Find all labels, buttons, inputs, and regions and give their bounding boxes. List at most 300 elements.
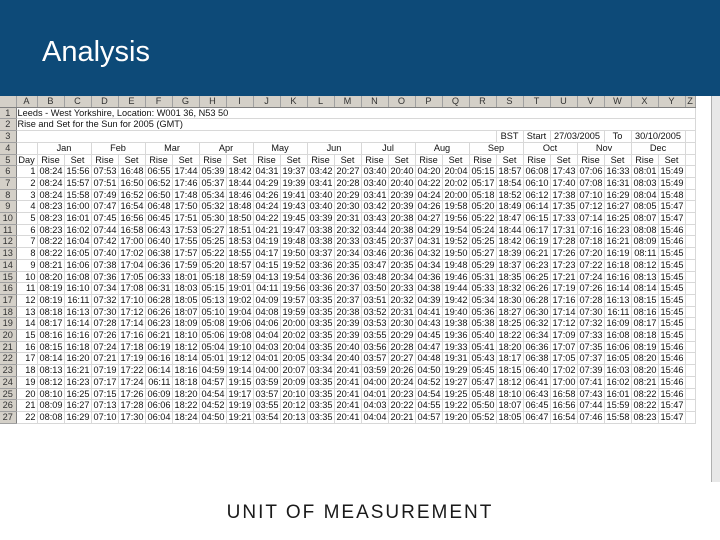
set-header[interactable]: Set (496, 154, 523, 166)
time-cell[interactable]: 04:08 (253, 306, 280, 318)
time-cell[interactable]: 07:30 (577, 306, 604, 318)
time-cell[interactable]: 17:09 (550, 330, 577, 342)
time-cell[interactable]: 06:38 (145, 248, 172, 260)
day-cell[interactable]: 20 (16, 388, 37, 400)
row-header-2[interactable]: 2 (0, 119, 16, 131)
time-cell[interactable]: 19:45 (280, 213, 307, 225)
time-cell[interactable]: 06:15 (523, 213, 550, 225)
column-header-f[interactable]: F (145, 96, 172, 107)
time-cell[interactable]: 18:42 (226, 166, 253, 178)
day-cell[interactable]: 3 (16, 189, 37, 201)
column-header-w[interactable]: W (604, 96, 631, 107)
time-cell[interactable]: 18:24 (172, 411, 199, 423)
time-cell[interactable]: 03:51 (361, 294, 388, 306)
time-cell[interactable]: 06:55 (145, 166, 172, 178)
time-cell[interactable]: 07:46 (577, 411, 604, 423)
time-cell[interactable]: 06:16 (145, 353, 172, 365)
time-cell[interactable]: 04:03 (361, 400, 388, 412)
time-cell[interactable]: 04:57 (199, 376, 226, 388)
time-cell[interactable]: 17:05 (550, 353, 577, 365)
rise-header[interactable]: Rise (91, 154, 118, 166)
time-cell[interactable]: 03:48 (361, 271, 388, 283)
time-cell[interactable]: 20:40 (388, 166, 415, 178)
time-cell[interactable]: 05:22 (469, 213, 496, 225)
time-cell[interactable]: 06:28 (523, 294, 550, 306)
time-cell[interactable]: 18:07 (172, 306, 199, 318)
time-cell[interactable]: 20:32 (334, 224, 361, 236)
row-header[interactable]: 16 (0, 283, 16, 295)
time-cell[interactable]: 19:44 (442, 283, 469, 295)
time-cell[interactable]: 03:40 (361, 166, 388, 178)
time-cell[interactable]: 06:08 (523, 166, 550, 178)
row-header[interactable]: 13 (0, 248, 16, 260)
time-cell[interactable]: 08:15 (37, 341, 64, 353)
column-header-t[interactable]: T (523, 96, 550, 107)
month-header[interactable]: Nov (577, 142, 631, 154)
row-header[interactable]: 9 (0, 201, 16, 213)
time-cell[interactable]: 17:14 (550, 306, 577, 318)
time-cell[interactable]: 17:04 (118, 259, 145, 271)
row-header[interactable]: 21 (0, 341, 16, 353)
time-cell[interactable]: 05:37 (199, 177, 226, 189)
time-cell[interactable]: 17:23 (550, 259, 577, 271)
time-cell[interactable]: 04:20 (415, 166, 442, 178)
time-cell[interactable]: 03:41 (307, 177, 334, 189)
time-cell[interactable]: 08:14 (631, 283, 658, 295)
time-cell[interactable]: 03:35 (307, 388, 334, 400)
time-cell[interactable]: 20:40 (388, 177, 415, 189)
time-cell[interactable]: 04:50 (199, 411, 226, 423)
time-cell[interactable]: 07:15 (91, 388, 118, 400)
time-cell[interactable]: 04:54 (415, 388, 442, 400)
time-cell[interactable]: 18:44 (226, 177, 253, 189)
time-cell[interactable]: 05:43 (469, 353, 496, 365)
time-cell[interactable]: 19:36 (442, 330, 469, 342)
time-cell[interactable]: 15:57 (64, 177, 91, 189)
time-cell[interactable]: 18:47 (496, 213, 523, 225)
column-header-l[interactable]: L (307, 96, 334, 107)
time-cell[interactable]: 19:57 (280, 294, 307, 306)
time-cell[interactable]: 20:40 (334, 341, 361, 353)
time-cell[interactable]: 17:43 (550, 166, 577, 178)
time-cell[interactable]: 03:46 (361, 248, 388, 260)
row-header[interactable]: 18 (0, 306, 16, 318)
set-header[interactable]: Set (604, 154, 631, 166)
time-cell[interactable]: 03:39 (307, 213, 334, 225)
time-cell[interactable]: 19:20 (442, 411, 469, 423)
time-cell[interactable]: 20:36 (388, 248, 415, 260)
time-cell[interactable]: 16:54 (118, 201, 145, 213)
time-cell[interactable]: 07:44 (577, 400, 604, 412)
time-cell[interactable]: 05:39 (199, 166, 226, 178)
time-cell[interactable]: 16:05 (604, 353, 631, 365)
time-cell[interactable]: 08:22 (37, 248, 64, 260)
time-cell[interactable]: 04:32 (415, 248, 442, 260)
time-cell[interactable]: 03:47 (361, 259, 388, 271)
day-cell[interactable]: 6 (16, 224, 37, 236)
time-cell[interactable]: 16:33 (604, 166, 631, 178)
time-cell[interactable]: 18:46 (226, 189, 253, 201)
time-cell[interactable]: 20:02 (442, 177, 469, 189)
time-cell[interactable]: 03:42 (361, 201, 388, 213)
column-header-d[interactable]: D (91, 96, 118, 107)
row-header[interactable]: 6 (0, 166, 16, 178)
time-cell[interactable]: 16:27 (604, 201, 631, 213)
time-cell[interactable]: 16:52 (118, 189, 145, 201)
time-cell[interactable]: 06:23 (523, 259, 550, 271)
time-cell[interactable]: 08:15 (631, 294, 658, 306)
month-header[interactable]: Jun (307, 142, 361, 154)
time-cell[interactable]: 04:00 (253, 365, 280, 377)
time-cell[interactable]: 19:46 (442, 271, 469, 283)
bst-label[interactable]: BST (496, 131, 523, 143)
time-cell[interactable]: 05:01 (199, 353, 226, 365)
time-cell[interactable]: 04:22 (415, 177, 442, 189)
time-cell[interactable]: 15:45 (658, 259, 685, 271)
time-cell[interactable]: 20:10 (280, 388, 307, 400)
rise-header[interactable]: Rise (469, 154, 496, 166)
time-cell[interactable]: 05:30 (199, 213, 226, 225)
time-cell[interactable]: 07:42 (91, 236, 118, 248)
time-cell[interactable]: 18:20 (172, 388, 199, 400)
time-cell[interactable]: 06:45 (523, 400, 550, 412)
time-cell[interactable]: 08:23 (37, 224, 64, 236)
time-cell[interactable]: 04:50 (415, 365, 442, 377)
time-cell[interactable]: 20:35 (388, 259, 415, 271)
time-cell[interactable]: 08:24 (37, 166, 64, 178)
time-cell[interactable]: 06:48 (145, 201, 172, 213)
time-cell[interactable]: 05:48 (469, 388, 496, 400)
time-cell[interactable]: 20:07 (280, 365, 307, 377)
time-cell[interactable]: 08:20 (631, 353, 658, 365)
time-cell[interactable]: 03:36 (307, 271, 334, 283)
time-cell[interactable]: 03:35 (307, 376, 334, 388)
time-cell[interactable]: 06:40 (145, 236, 172, 248)
time-cell[interactable]: 19:31 (442, 353, 469, 365)
time-cell[interactable]: 05:08 (199, 318, 226, 330)
time-cell[interactable]: 16:16 (64, 330, 91, 342)
time-cell[interactable]: 16:58 (550, 388, 577, 400)
column-header-o[interactable]: O (388, 96, 415, 107)
rise-header[interactable]: Rise (253, 154, 280, 166)
time-cell[interactable]: 16:20 (64, 353, 91, 365)
time-cell[interactable]: 04:19 (253, 236, 280, 248)
time-cell[interactable]: 18:39 (496, 248, 523, 260)
time-cell[interactable]: 16:02 (64, 224, 91, 236)
time-cell[interactable]: 05:20 (199, 259, 226, 271)
time-cell[interactable]: 20:33 (334, 236, 361, 248)
time-cell[interactable]: 06:34 (523, 330, 550, 342)
time-cell[interactable]: 19:41 (280, 189, 307, 201)
time-cell[interactable]: 05:50 (469, 400, 496, 412)
time-cell[interactable]: 08:21 (631, 376, 658, 388)
time-cell[interactable]: 15:49 (658, 166, 685, 178)
time-cell[interactable]: 07:28 (91, 318, 118, 330)
time-cell[interactable]: 07:30 (91, 306, 118, 318)
time-cell[interactable]: 16:13 (604, 294, 631, 306)
time-cell[interactable]: 07:47 (91, 201, 118, 213)
time-cell[interactable]: 15:56 (64, 166, 91, 178)
time-cell[interactable]: 03:35 (307, 411, 334, 423)
time-cell[interactable]: 08:07 (631, 213, 658, 225)
time-cell[interactable]: 07:06 (577, 166, 604, 178)
time-cell[interactable]: 19:25 (442, 388, 469, 400)
time-cell[interactable]: 05:13 (199, 294, 226, 306)
time-cell[interactable]: 16:23 (604, 224, 631, 236)
time-cell[interactable]: 16:11 (604, 306, 631, 318)
time-cell[interactable]: 06:11 (145, 376, 172, 388)
month-header[interactable]: Dec (631, 142, 685, 154)
time-cell[interactable]: 17:12 (550, 318, 577, 330)
time-cell[interactable]: 18:49 (496, 201, 523, 213)
time-cell[interactable]: 03:50 (361, 283, 388, 295)
row-header-4[interactable]: 4 (0, 142, 16, 154)
time-cell[interactable]: 08:21 (37, 259, 64, 271)
time-cell[interactable]: 19:10 (226, 341, 253, 353)
row-header[interactable]: 20 (0, 330, 16, 342)
time-cell[interactable]: 20:29 (334, 189, 361, 201)
column-header-e[interactable]: E (118, 96, 145, 107)
time-cell[interactable]: 19:02 (226, 294, 253, 306)
time-cell[interactable]: 17:12 (118, 306, 145, 318)
time-cell[interactable]: 18:05 (172, 294, 199, 306)
time-cell[interactable]: 20:30 (388, 318, 415, 330)
time-cell[interactable]: 04:06 (253, 318, 280, 330)
time-cell[interactable]: 07:13 (91, 400, 118, 412)
time-cell[interactable]: 19:50 (280, 248, 307, 260)
time-cell[interactable]: 16:01 (604, 388, 631, 400)
time-cell[interactable]: 03:35 (307, 341, 334, 353)
day-cell[interactable]: 7 (16, 236, 37, 248)
time-cell[interactable]: 07:43 (577, 388, 604, 400)
day-cell[interactable]: 16 (16, 341, 37, 353)
rise-header[interactable]: Rise (577, 154, 604, 166)
time-cell[interactable]: 08:03 (631, 177, 658, 189)
to-label[interactable]: To (604, 131, 631, 143)
time-cell[interactable]: 04:26 (253, 189, 280, 201)
time-cell[interactable]: 07:24 (91, 341, 118, 353)
time-cell[interactable]: 03:57 (253, 388, 280, 400)
time-cell[interactable]: 16:01 (64, 213, 91, 225)
row-header[interactable]: 12 (0, 236, 16, 248)
time-cell[interactable]: 07:16 (577, 224, 604, 236)
time-cell[interactable]: 20:33 (388, 283, 415, 295)
time-cell[interactable]: 08:08 (37, 411, 64, 423)
time-cell[interactable]: 08:12 (631, 259, 658, 271)
time-cell[interactable]: 20:34 (334, 248, 361, 260)
time-cell[interactable]: 19:52 (442, 236, 469, 248)
time-cell[interactable]: 03:38 (307, 236, 334, 248)
time-cell[interactable]: 19:06 (226, 318, 253, 330)
time-cell[interactable]: 19:39 (280, 177, 307, 189)
time-cell[interactable]: 04:09 (253, 294, 280, 306)
column-header-a[interactable]: A (16, 96, 37, 107)
time-cell[interactable]: 05:38 (469, 318, 496, 330)
time-cell[interactable]: 18:57 (226, 259, 253, 271)
time-cell[interactable]: 04:13 (253, 271, 280, 283)
time-cell[interactable]: 20:09 (280, 376, 307, 388)
time-cell[interactable]: 08:23 (37, 213, 64, 225)
column-header-v[interactable]: V (577, 96, 604, 107)
time-cell[interactable]: 07:18 (577, 236, 604, 248)
time-cell[interactable]: 04:21 (253, 224, 280, 236)
time-cell[interactable]: 08:24 (37, 189, 64, 201)
time-cell[interactable]: 08:14 (37, 353, 64, 365)
time-cell[interactable]: 06:09 (145, 388, 172, 400)
time-cell[interactable]: 06:14 (145, 365, 172, 377)
column-header-s[interactable]: S (496, 96, 523, 107)
time-cell[interactable]: 08:22 (37, 236, 64, 248)
time-cell[interactable]: 17:22 (118, 365, 145, 377)
time-cell[interactable]: 17:26 (550, 248, 577, 260)
start-date[interactable]: 27/03/2005 (550, 131, 604, 143)
time-cell[interactable]: 19:14 (226, 365, 253, 377)
time-cell[interactable]: 08:09 (37, 400, 64, 412)
time-cell[interactable]: 16:31 (604, 177, 631, 189)
time-cell[interactable]: 19:54 (442, 224, 469, 236)
time-cell[interactable]: 06:25 (523, 271, 550, 283)
time-cell[interactable]: 18:51 (226, 224, 253, 236)
column-header-c[interactable]: C (64, 96, 91, 107)
time-cell[interactable]: 15:46 (658, 388, 685, 400)
time-cell[interactable]: 06:14 (523, 201, 550, 213)
time-cell[interactable]: 03:35 (307, 294, 334, 306)
month-header[interactable]: Sep (469, 142, 523, 154)
time-cell[interactable]: 20:41 (334, 376, 361, 388)
time-cell[interactable]: 19:50 (442, 248, 469, 260)
time-cell[interactable]: 07:35 (577, 341, 604, 353)
time-cell[interactable]: 07:37 (577, 353, 604, 365)
time-cell[interactable]: 07:26 (91, 330, 118, 342)
time-cell[interactable]: 07:51 (91, 177, 118, 189)
time-cell[interactable]: 18:52 (496, 189, 523, 201)
time-cell[interactable]: 05:25 (199, 236, 226, 248)
time-cell[interactable]: 15:45 (658, 318, 685, 330)
column-header-b[interactable]: B (37, 96, 64, 107)
time-cell[interactable]: 05:18 (469, 189, 496, 201)
time-cell[interactable]: 18:15 (496, 365, 523, 377)
time-cell[interactable]: 07:45 (91, 213, 118, 225)
time-cell[interactable]: 15:46 (658, 353, 685, 365)
time-cell[interactable]: 04:04 (253, 330, 280, 342)
time-cell[interactable]: 08:20 (631, 365, 658, 377)
time-cell[interactable]: 19:48 (442, 259, 469, 271)
time-cell[interactable]: 06:06 (145, 400, 172, 412)
time-cell[interactable]: 20:41 (334, 388, 361, 400)
time-cell[interactable]: 18:05 (496, 411, 523, 423)
time-cell[interactable]: 18:10 (496, 388, 523, 400)
time-cell[interactable]: 08:11 (631, 248, 658, 260)
time-cell[interactable]: 16:14 (604, 283, 631, 295)
time-cell[interactable]: 17:35 (550, 201, 577, 213)
time-cell[interactable]: 07:24 (577, 271, 604, 283)
time-cell[interactable]: 03:54 (253, 411, 280, 423)
time-cell[interactable]: 07:33 (577, 330, 604, 342)
set-header[interactable]: Set (550, 154, 577, 166)
time-cell[interactable]: 19:56 (442, 213, 469, 225)
time-cell[interactable]: 18:32 (496, 283, 523, 295)
time-cell[interactable]: 16:54 (550, 411, 577, 423)
day-cell[interactable]: 11 (16, 283, 37, 295)
time-cell[interactable]: 06:43 (523, 388, 550, 400)
time-cell[interactable]: 19:38 (442, 318, 469, 330)
time-cell[interactable]: 18:27 (496, 306, 523, 318)
time-cell[interactable]: 08:17 (631, 318, 658, 330)
time-cell[interactable]: 19:52 (280, 259, 307, 271)
time-cell[interactable]: 18:55 (226, 248, 253, 260)
rise-header[interactable]: Rise (37, 154, 64, 166)
sheet-subtitle-cell[interactable]: Rise and Set for the Sun for 2005 (GMT) (16, 119, 695, 131)
time-cell[interactable]: 16:06 (64, 259, 91, 271)
time-cell[interactable]: 17:21 (550, 271, 577, 283)
row-header[interactable]: 22 (0, 353, 16, 365)
time-cell[interactable]: 16:18 (604, 259, 631, 271)
time-cell[interactable]: 19:27 (442, 376, 469, 388)
time-cell[interactable]: 18:22 (496, 330, 523, 342)
month-header[interactable]: Aug (415, 142, 469, 154)
rise-header[interactable]: Rise (307, 154, 334, 166)
time-cell[interactable]: 20:00 (442, 189, 469, 201)
time-cell[interactable]: 15:45 (658, 294, 685, 306)
time-cell[interactable]: 15:49 (658, 177, 685, 189)
row-header[interactable]: 10 (0, 213, 16, 225)
time-cell[interactable]: 04:59 (199, 365, 226, 377)
column-header-x[interactable]: X (631, 96, 658, 107)
time-cell[interactable]: 03:53 (361, 318, 388, 330)
time-cell[interactable]: 20:39 (334, 318, 361, 330)
time-cell[interactable]: 17:16 (118, 330, 145, 342)
time-cell[interactable]: 05:22 (199, 248, 226, 260)
rise-header[interactable]: Rise (631, 154, 658, 166)
row-header-3[interactable]: 3 (0, 131, 16, 143)
time-cell[interactable]: 20:38 (388, 224, 415, 236)
time-cell[interactable]: 16:23 (64, 376, 91, 388)
time-cell[interactable]: 16:25 (604, 213, 631, 225)
time-cell[interactable]: 18:30 (496, 294, 523, 306)
time-cell[interactable]: 08:19 (37, 283, 64, 295)
time-cell[interactable]: 03:35 (307, 306, 334, 318)
time-cell[interactable]: 16:16 (604, 271, 631, 283)
time-cell[interactable]: 20:04 (280, 341, 307, 353)
time-cell[interactable]: 20:36 (334, 271, 361, 283)
time-cell[interactable]: 07:44 (91, 224, 118, 236)
time-cell[interactable]: 04:15 (253, 259, 280, 271)
time-cell[interactable]: 15:47 (658, 400, 685, 412)
time-cell[interactable]: 07:32 (91, 294, 118, 306)
time-cell[interactable]: 16:25 (64, 388, 91, 400)
time-cell[interactable]: 06:30 (523, 306, 550, 318)
time-cell[interactable]: 06:45 (145, 213, 172, 225)
time-cell[interactable]: 07:17 (91, 376, 118, 388)
time-cell[interactable]: 18:16 (172, 365, 199, 377)
time-cell[interactable]: 03:38 (307, 224, 334, 236)
time-cell[interactable]: 18:53 (226, 236, 253, 248)
day-cell[interactable]: 14 (16, 318, 37, 330)
time-cell[interactable]: 16:09 (604, 318, 631, 330)
time-cell[interactable]: 08:13 (631, 271, 658, 283)
time-cell[interactable]: 08:22 (631, 388, 658, 400)
time-cell[interactable]: 17:05 (118, 271, 145, 283)
time-cell[interactable]: 06:21 (523, 248, 550, 260)
time-cell[interactable]: 05:15 (199, 283, 226, 295)
time-cell[interactable]: 05:40 (469, 330, 496, 342)
time-cell[interactable]: 16:13 (64, 306, 91, 318)
time-cell[interactable]: 03:57 (361, 353, 388, 365)
time-cell[interactable]: 15:45 (658, 248, 685, 260)
set-header[interactable]: Set (226, 154, 253, 166)
time-cell[interactable]: 17:28 (550, 236, 577, 248)
time-cell[interactable]: 17:26 (118, 388, 145, 400)
